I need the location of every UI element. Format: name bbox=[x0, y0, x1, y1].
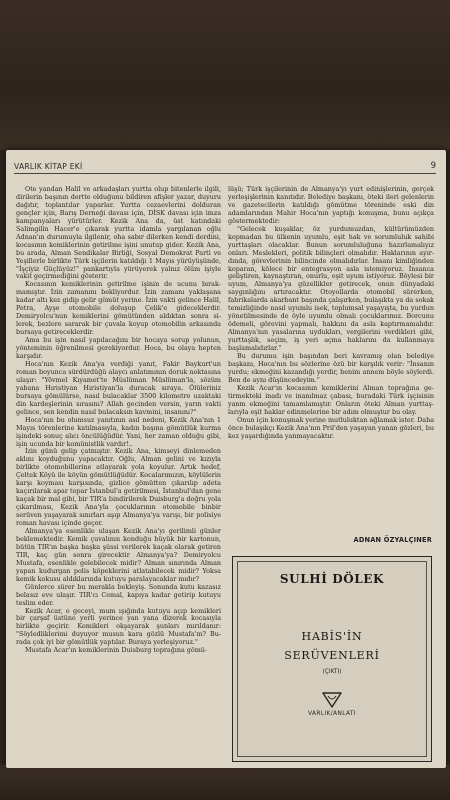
right-column bbox=[228, 186, 434, 508]
varlik-anlati-logo-icon bbox=[321, 691, 343, 709]
left-paragraph: Kocasının kemiklerinin getirilme işinin de ucunu bırakmamıştır. İzin zamanını bekliyordur. İzin zamanı yaklaşana kadar altı kez gidip gelir gömüt yerine. İzin vakti gelince Halil, Petra, Ayşe otomobile doluşup Çelik'e gideceklerdir. Demiryolcu'nun kemiklerini gömütünden aldıktan sonra silerek, bezlere sararak bir çuvala koyup otomobilin arkasında bursaya getireceklerdir. bbox=[16, 280, 221, 337]
left-paragraph: Almanya'ya esenlikle ulaşan Kezik Ana'yı gerilimli günler beklemektedir. Kemik çuvalının konduğu büyük bir kartonun, bütün TIR'ın başka başka şüssi verilerek kaçak olarak getiren TIR, kaç gün sonra girecektir Almanya'ya? Demiryolcu Mustafa, esenlikle gelebilecek midir? Alman sınırında Alman yapan kudurgan polis köpeklerini atlatabilecek midir? Yoksa kemik kokusu aldıklarında kutuyu paralayacaklar mıdır? bbox=[16, 526, 221, 583]
right-paragraph: "Gelecek kuşaklar, öz yurdumuzdan, kültürümüzden kopmadan bu ülkenin uyumlu, eşit hak ve sorumluluk sahibi yurttaşları olacaklar. Bunun sorumluluğuna hazırlamalıyız onları. Meslekleri, politik bilinçleri olmalıdır. Haklarının ayırdında, görevlerinin bilincinde olmalıdırlar. İnsanı kimliğinden koparan, kölece bir entegrasyon asla istemiyoruz. İnsanca geliştiren, kaynaştıran, onurlu, eşit uyum istiyoruz. Böylesi bir uyum, Almanya'ya güzellikler getirecek, onun dünyadaki saygınlığını artıracaktır. Otoyollarda otomobil sürerken, fabrikalarda akarbant başında çalışırken, bulaşıkta ya da sokak temizliğinde nasıl uyumlu isek, toplumsal yaşayışta, bu yurdun yönetilmesinde de öyle uyumlu olmalı çocuklarımız. Borcunu ödemeli, görevini yapmalı, hakkını da asla kaptırmamalıdır. Almanya'nın yasalarına uydukları, vergilerini verdikleri gibi, yurttaşlık, seçim, iş yeri açma haklarını da kullanmaya başlamalıdırlar." bbox=[228, 224, 434, 353]
running-title: VARLIK KİTAP EKİ bbox=[14, 162, 83, 171]
book-advertisement bbox=[232, 556, 432, 762]
left-paragraph: Mustafa Acar'ın kemiklerinin Duisburg toprağına gömü- bbox=[25, 646, 208, 655]
advertisement-frame bbox=[237, 561, 427, 757]
page-number: 9 bbox=[430, 161, 436, 171]
right-paragraph: Kezik Acar'ın kocasının kemiklerini Alman toprağına getirmekteki inadı ve inanılmaz çabası, buradaki Türk işçisinin yanm ekmeğini tamamlamıştır. Onların öteki Alman yurttaşlarıyla eşit haklar edinmelerine bir adım olmuştur bu olay. bbox=[228, 383, 434, 416]
left-paragraph: İzin günü gelip çatmıştır. Kezik Ana, kimseyi dinlemeden aklını koyduğunu yapacaktır. Oğlu, Alman gelini ve kızıyla birlikte otomobillerine atlayarak yola koyulur. Artık hedef, Çeltek Köyü ile köyün gömütlüğüdür. Kocalarımızın, köylülerin karşı koyması karşısında, gizlice gömütten çıkarılıp adeta kaçırılarak apar topar İstanbul'a getirilmesi, İstanbul'dan gene kaçak bir mal gibi, bir TIR'a bindirilerek Duisburg'a doğru yola çıkarılması, Kezik Ana'yla çocuklarının otomobile binbir serüven yaşayarak sınırları aşıp Almanya'ya varışı, bir polisiye roman havası içinde geçer. bbox=[16, 447, 221, 528]
ad-title-line-1: HABİS'İN bbox=[301, 630, 363, 643]
left-paragraph: Ama bu işin nasıl yapılacağını bir hocaya sorup yolunun, yönteminin öğrenilmesi gerekiyordur. Hoca, bu olaya hepten karşıdır. bbox=[16, 336, 221, 361]
table-background-top bbox=[0, 0, 450, 150]
right-paragraph: lüşü; Türk işçilerinin de Almanya'yı yurt edinişlerinin, gerçek yerleşişlerinin kanıtıdır. Belediye başkanı, öteki ileri gelenlerin ve gazetecilerin katıldığı gömütme töreninde eski din adamlarından Mahir Hoca'nın yaptığı konuşma, bunu açıkça göstermektedir: bbox=[228, 186, 434, 225]
article-signature: ADNAN ÖZYALÇINER bbox=[353, 536, 432, 544]
ad-title-line-2: SERÜVENLERİ bbox=[284, 649, 380, 662]
ad-status: (ÇIKTI) bbox=[322, 669, 342, 675]
left-column bbox=[16, 186, 221, 761]
table-background-bottom bbox=[0, 765, 450, 800]
right-paragraph: Bu durumu işin başından beri kavramış olan belediye başkanı, Hoca'nın bu sözlerine özü bir karşılık verir: "İnsanın yurdu; ekmeğini kazandığı yerdir, benim annem böyle söylerdi. Ben de aynı düşüncedeyim." bbox=[228, 352, 434, 384]
ad-publisher: VARLIK/ANLATI bbox=[308, 711, 356, 717]
magazine-page bbox=[6, 150, 446, 768]
left-paragraph: Öte yandan Halil ve arkadaşları yurtta olup bitenlerle ilgili, dirilerin başının dertte olduğunu bildiren afişler yazar, duyuru dağıtır, toplantılar yaparlar. Yurtta cezaevlerini dolduran gençler için, Barış Derneği davası için, DİSK davası için imza kampanyaları yürütürler. Kezik Ana da, üst katındaki Salimgilin Hacer'e çıkarak yurtta idamla yargılanan oğlu Adnan'ın durumuyla ilgilenir, oha sabır dilerken kendi derdini, kocasının kemiklerinin getirilme işini unutup gider. Kezik Ana, bu arada, Alman Sendikalar Birliği, Sosyal Demokrat Parti ve Yeşillerle birlikte Türk işçilerin katıldığı 1 Mayıs yürüyüşünde, "İşçiyiz Güçlüyüz!" pankartıyla yürüyerek yalnız ölüm işiyle vakit geçirmediğini gösterir. bbox=[16, 186, 221, 281]
ad-author: SULHİ DÖLEK bbox=[279, 572, 385, 586]
left-paragraph: Günlerce sürer bu merakla bekleyiş. Sonunda kutu kazasız belasız eve ulaşır. TIR'cı Cemal, kapıya kadar getirip kutuyu teslim eder. bbox=[16, 582, 221, 607]
left-paragraph: Kezik Acar, o geceyi, mum ışığında kutuyu açıp kemikleri bir çarşaf üstüne yerli yerince yan yana dizerek kocasıyla birlikte geçirir. Kemikleri okşayarak şunları mırıldanır: "Söyledliklerimi duyuyor musun kara gözlü Mustafa'm? Burada çok iyi bir gömütlük yaptılar. Buraya yerleşiyoruz." bbox=[16, 606, 221, 647]
page-header bbox=[14, 160, 436, 174]
left-paragraph: Hoca'nın bu olumsuz yanıtının asıl nedeni, Kezik Ana'nın 1 Mayıs törenlerine katılmasıyla, kadın başına gömütlük kurma işindeki sonuç alıcı öncülüğüdür. Yani, her zaman olduğu gibi, işin ucunda bir komünistlik vardır!.. bbox=[16, 415, 221, 448]
right-paragraph: Onun için konuşmak yerine mutluluktan ağlamak ister. Daha önce bulaşıkçı Kezik Ana'nın Pril'den yaşayan yanan gözleri, bu kez yaşardığında yanmayacaktır. bbox=[228, 415, 434, 440]
left-paragraph: Hoca'nın Kezik Ana'ya verdiği yanıt, Fakir Baykurt'un roman boyunca sürdürdüğü alaycı anlatımının doruk noktasına ulaşır: "Yövmel Kıyamet'te Müslüman Müslüman'la, sözüm yabana Hıristiyan Hıristiyan'la duracak sıraya. Ölüleriniz bursaya gömülürse, nasıl bulacaklar 3500 kilometre uzaktaki din kardeşlerinin sırasını? Allah gecinden versin, yarın vakti gelince, sen kendin nasıl bulacaksın kavmini, insanını?" bbox=[16, 359, 221, 416]
